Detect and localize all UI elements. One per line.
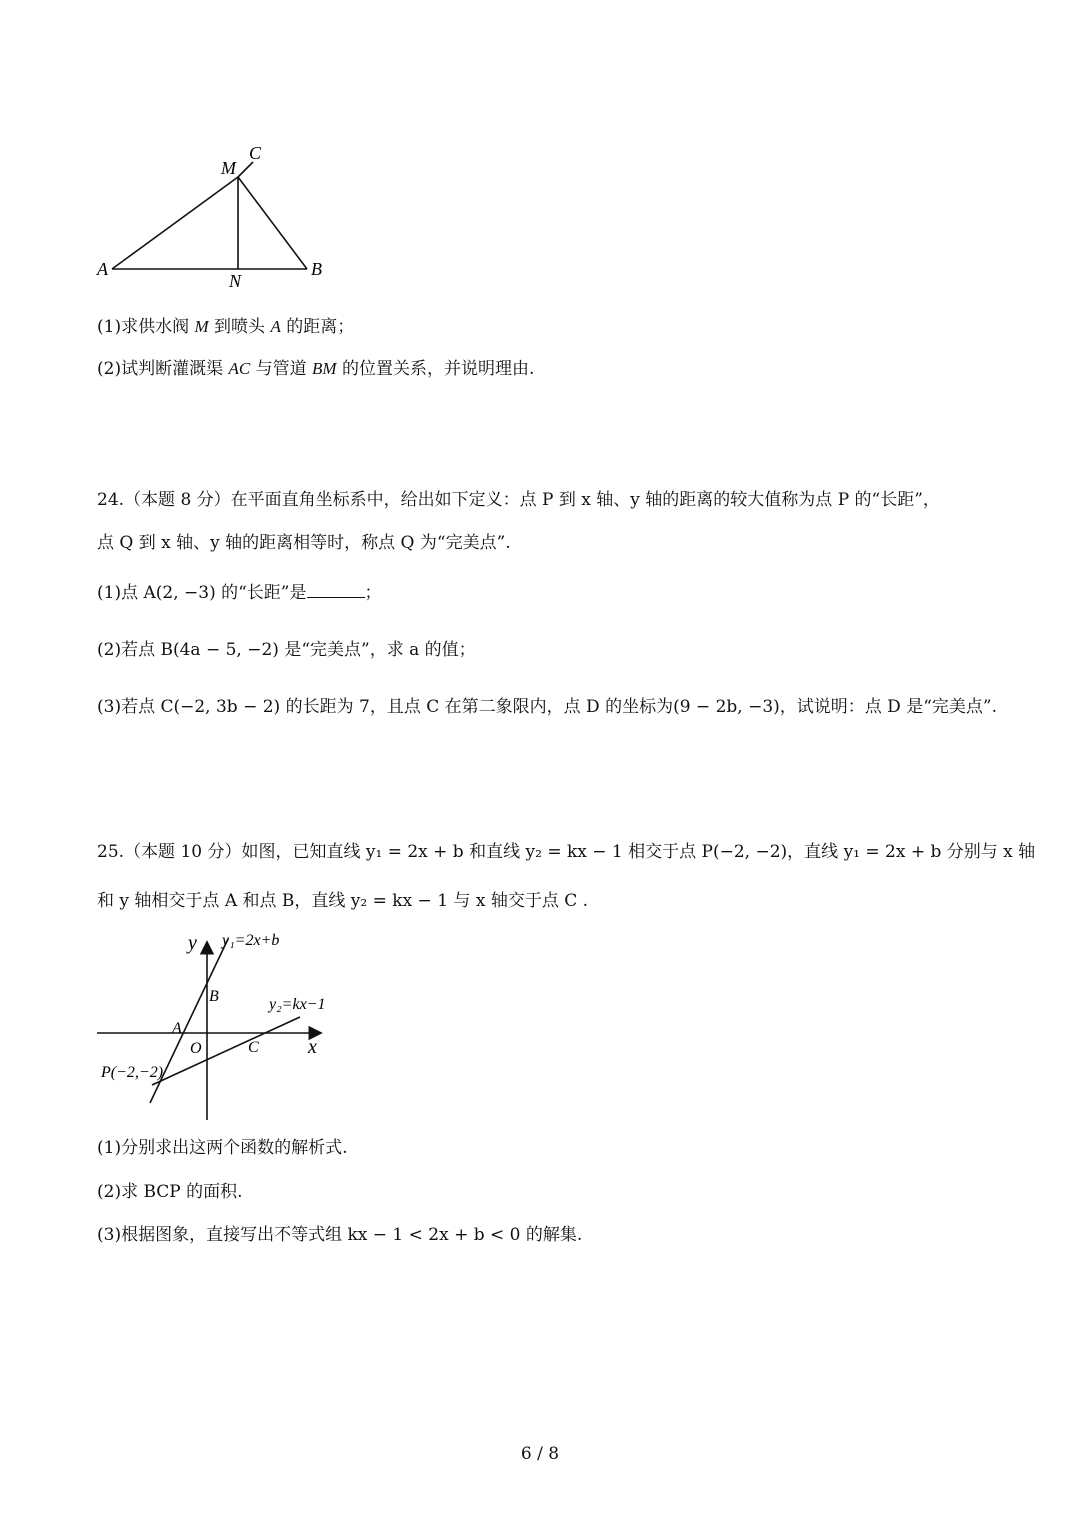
- y-axis-label: y: [188, 932, 197, 954]
- point-a-label: A: [172, 1020, 182, 1037]
- q23-part1-var-m: M: [194, 317, 209, 336]
- coordinate-figure: [90, 925, 350, 1125]
- triangle-figure: [90, 140, 340, 300]
- label-n: N: [229, 271, 242, 291]
- page-number: 6 / 8: [520, 1444, 560, 1464]
- q24-part2: (2)若点 B(4a − 5, −2) 是“完美点”，求 a 的值；: [97, 640, 476, 660]
- label-a: A: [97, 259, 108, 279]
- segment-bm: [238, 177, 307, 269]
- q23-part1-pre: (1)求供水阀: [97, 317, 195, 337]
- q23-part2-mid: 与管道: [250, 359, 313, 379]
- label-m: M: [221, 158, 236, 178]
- q24-part1-text: (1)点 A(2, −3) 的“长距”是: [97, 583, 307, 603]
- line-y1-label: y₁=2x+b: [222, 932, 280, 949]
- label-c: C: [249, 143, 262, 163]
- q23-part1-post: 的距离；: [280, 317, 355, 337]
- origin-label: O: [190, 1040, 202, 1057]
- q23-part2-var-ac: AC: [228, 359, 251, 378]
- q25-stem-line2: 和 y 轴相交于点 A 和点 B，直线 y₂ = kx − 1 与 x 轴交于点 C .: [97, 891, 589, 911]
- q23-part2-pre: (2)试判断灌溉渠: [97, 359, 229, 379]
- line-y2-label: y₂=kx−1: [269, 996, 326, 1013]
- q24-part1-post: ；: [364, 583, 382, 603]
- q25-part3: (3)根据图象，直接写出不等式组 kx − 1 < 2x + b < 0 的解集.: [97, 1225, 583, 1245]
- q24-stem-line1: 24.（本题 8 分）在平面直角坐标系中，给出如下定义：点 P 到 x 轴、y 轴的距离的较大值称为点 P 的“长距”，: [97, 490, 940, 510]
- q24-part1: [97, 581, 382, 605]
- point-c-label: C: [248, 1039, 259, 1056]
- point-p-label: P(−2,−2): [101, 1064, 164, 1081]
- q23-part2: [97, 357, 534, 381]
- segment-mc: [238, 162, 253, 177]
- q23-part2-var-bm: BM: [312, 359, 337, 378]
- label-b: B: [311, 259, 322, 279]
- q23-part1-mid: 到喷头: [208, 317, 271, 337]
- q25-stem-line1: 25.（本题 10 分）如图，已知直线 y₁ = 2x + b 和直线 y₂ = kx − 1 相交于点 P(−2, −2)，直线 y₁ = 2x + b 分别与 x 轴: [97, 842, 1036, 862]
- q24-part3: (3)若点 C(−2, 3b − 2) 的长距为 7，且点 C 在第二象限内，点 D 的坐标为(9 − 2b, −3)，试说明：点 D 是“完美点”.: [97, 697, 997, 717]
- q25-part1: (1)分别求出这两个函数的解析式.: [97, 1138, 348, 1158]
- segment-am: [112, 177, 238, 269]
- q23-part2-post: 的位置关系，并说明理由.: [336, 359, 535, 379]
- q25-part2: (2)求 BCP 的面积.: [97, 1182, 243, 1202]
- q23-part1-var-a: A: [270, 317, 281, 336]
- point-b-label: B: [209, 988, 219, 1005]
- answer-blank[interactable]: [307, 583, 365, 598]
- q23-part1: [97, 315, 354, 339]
- x-axis-label: x: [308, 1036, 317, 1058]
- q24-stem-line2: 点 Q 到 x 轴、y 轴的距离相等时，称点 Q 为“完美点”.: [97, 533, 511, 553]
